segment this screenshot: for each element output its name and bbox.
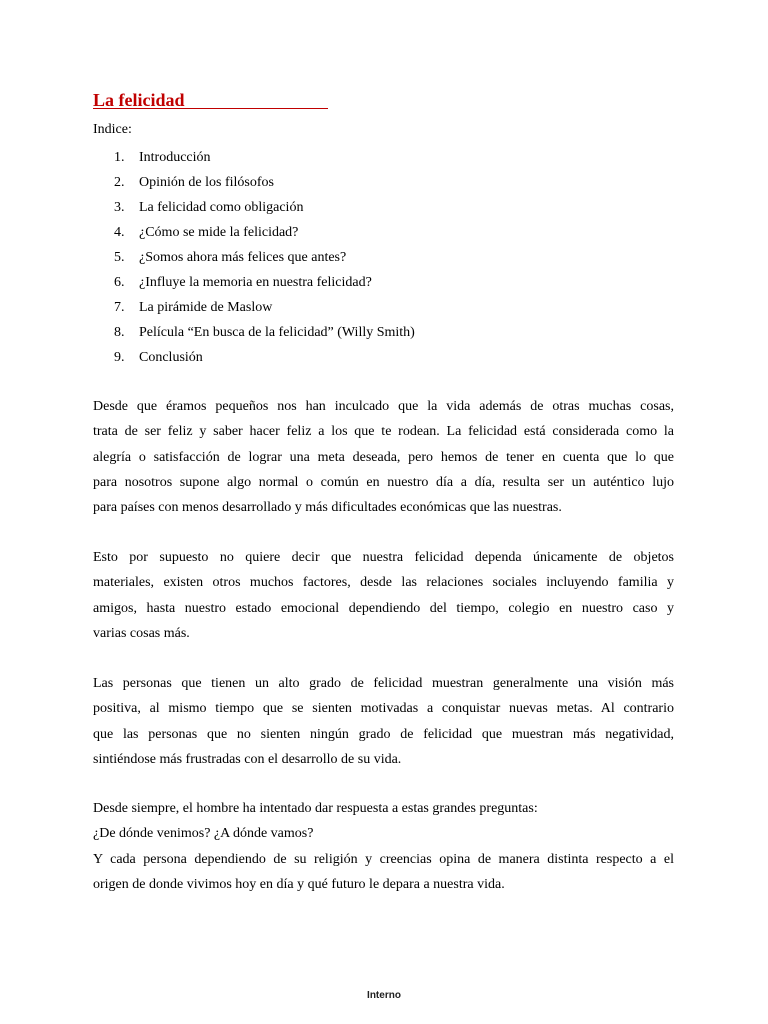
paragraph-line: ¿De dónde venimos? ¿A dónde vamos? bbox=[93, 826, 314, 842]
toc-item-number: 9. bbox=[114, 350, 125, 366]
title-underline bbox=[93, 108, 328, 109]
paragraph-line: alegría o satisfacción de lograr una meta deseada, pero hemos de tener en cuenta que lo que bbox=[93, 449, 674, 465]
paragraph-line: Esto por supuesto no quiere decir que nuestra felicidad dependa únicamente de objetos bbox=[93, 550, 674, 565]
toc-item-text: Opinión de los filósofos bbox=[139, 174, 274, 190]
toc-item-number: 3. bbox=[114, 199, 125, 215]
toc-item-text: Conclusión bbox=[139, 350, 203, 366]
toc-item bbox=[93, 195, 415, 220]
toc-item bbox=[93, 270, 415, 295]
toc-item bbox=[93, 321, 415, 346]
toc-item-number: 8. bbox=[114, 325, 125, 341]
toc-item-text: ¿Influye la memoria en nuestra felicidad? bbox=[139, 275, 372, 291]
paragraph-big-questions bbox=[93, 796, 674, 897]
table-of-contents bbox=[93, 145, 415, 371]
toc-item bbox=[93, 220, 415, 245]
paragraph-line: para países con menos desarrollado y más dificultades económicas que las nuestras. bbox=[93, 500, 562, 516]
paragraph-intro bbox=[93, 394, 674, 520]
paragraph-line: varias cosas más. bbox=[93, 625, 190, 641]
toc-item-number: 7. bbox=[114, 300, 125, 316]
paragraph-happy-people bbox=[93, 671, 674, 772]
paragraph-line: sintiéndose más frustradas con el desarrollo de su vida. bbox=[93, 751, 402, 767]
toc-item-number: 1. bbox=[114, 149, 125, 165]
paragraph-line: Desde que éramos pequeños nos han inculcado que la vida además de otras muchas cosas, bbox=[93, 399, 674, 414]
toc-item-number: 4. bbox=[114, 224, 125, 240]
paragraph-line: positiva, al mismo tiempo que se sienten motivadas a conquistar nuevas metas. Al contrario bbox=[93, 701, 674, 717]
footer-classification-label: Interno bbox=[367, 990, 401, 1001]
paragraph-material-factors bbox=[93, 545, 674, 646]
paragraph-line: origen de donde vivimos hoy en día y qué futuro le depara a nuestra vida. bbox=[93, 876, 505, 892]
index-label: Indice: bbox=[93, 122, 132, 137]
toc-item bbox=[93, 170, 415, 195]
paragraph-line: Desde siempre, el hombre ha intentado dar respuesta a estas grandes preguntas: bbox=[93, 801, 538, 816]
paragraph-line: trata de ser feliz y saber hacer feliz a los que te rodean. La felicidad está considerada como la bbox=[93, 424, 674, 440]
document-title: La felicidad bbox=[93, 90, 185, 110]
toc-item bbox=[93, 145, 415, 170]
toc-item-text: ¿Cómo se mide la felicidad? bbox=[139, 224, 299, 240]
toc-item bbox=[93, 245, 415, 270]
toc-item-text: ¿Somos ahora más felices que antes? bbox=[139, 249, 347, 265]
toc-item-text: La felicidad como obligación bbox=[139, 199, 304, 215]
paragraph-line: que las personas que no sienten ningún grado de felicidad que muestran más negatividad, bbox=[93, 726, 674, 742]
paragraph-line: para nosotros supone algo normal o común en nuestro día a día, resulta ser un auténtico lujo bbox=[93, 474, 674, 490]
toc-item-number: 6. bbox=[114, 275, 125, 291]
paragraph-line: amigos, hasta nuestro estado emocional dependiendo del tiempo, colegio en nuestro caso y bbox=[93, 600, 674, 616]
toc-item-number: 2. bbox=[114, 174, 125, 190]
toc-item bbox=[93, 346, 415, 371]
paragraph-line: Las personas que tienen un alto grado de felicidad muestran generalmente una visión más bbox=[93, 676, 674, 691]
toc-item bbox=[93, 296, 415, 321]
paragraph-line: materiales, existen otros muchos factores, desde las relaciones sociales incluyendo familia y bbox=[93, 575, 674, 591]
toc-item-text: Introducción bbox=[139, 149, 211, 165]
toc-item-text: La pirámide de Maslow bbox=[139, 300, 273, 316]
paragraph-line: Y cada persona dependiendo de su religión y creencias opina de manera distinta respecto a el bbox=[93, 851, 674, 867]
toc-item-number: 5. bbox=[114, 249, 125, 265]
toc-item-text: Película “En busca de la felicidad” (Willy Smith) bbox=[139, 325, 415, 341]
